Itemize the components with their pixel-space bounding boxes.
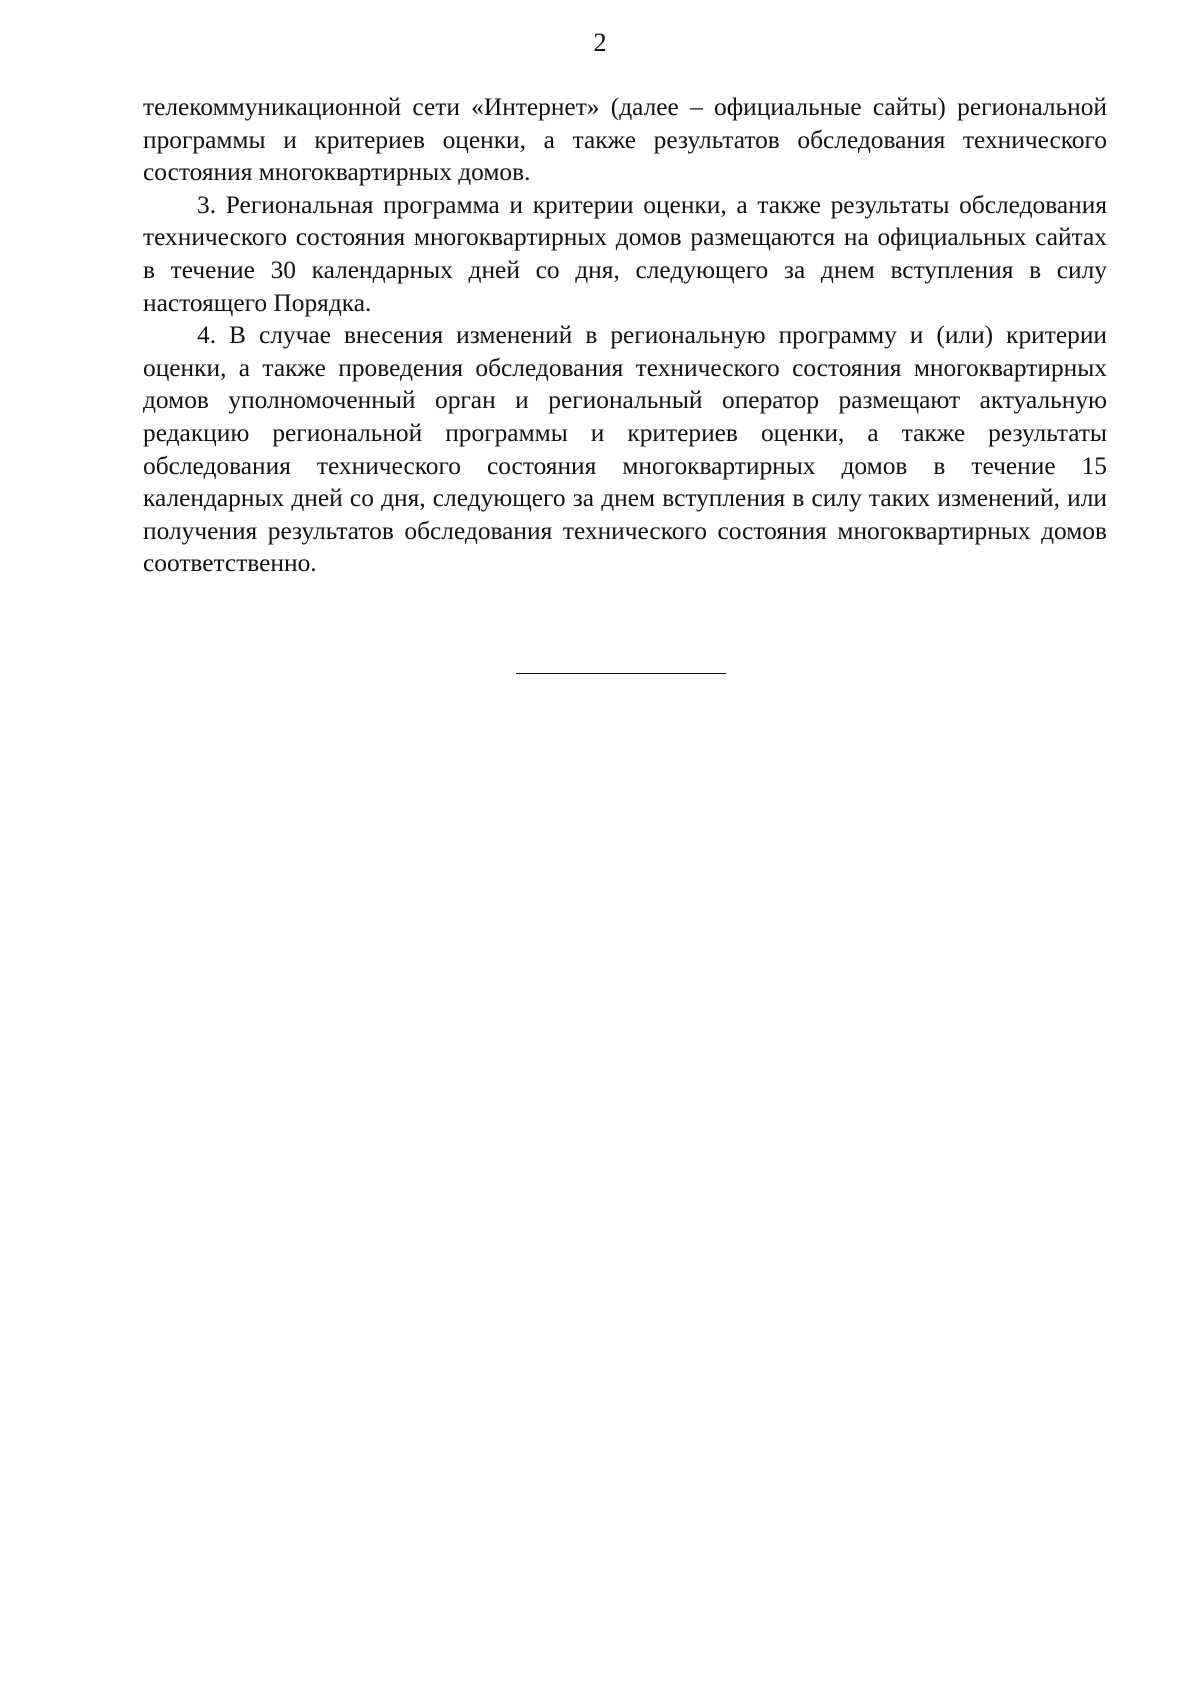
document-body: [143, 91, 1107, 580]
page-number: 2: [593, 28, 607, 57]
paragraph-continuation: телекоммуникационной сети «Интернет» (далее – официальные сайты) региональной программы и критериев оценки, а также результатов обследования технического состояния многоквартирных домов.: [143, 93, 1107, 187]
paragraph-item-3: 3. Региональная программа и критерии оценки, а также результаты обследования технического состояния многоквартирных домов размещаются на официальных сайтах в течение 30 календарных дней со дня, следующего за днем вступления в силу настоящего Порядка.: [143, 190, 1107, 317]
end-of-document-rule: [516, 673, 726, 674]
paragraph-item-4: 4. В случае внесения изменений в региональную программу и (или) критерии оценки, а также проведения обследования технического состояния многоквартирных домов уполномоченный орган и региональный оператор размещают актуальную редакцию региональной программы и критериев оценки, а также результаты обследования технического состояния многоквартирных домов в течение 15 календарных дней со дня, следующего за днем вступления в силу таких изменений, или получения результатов обследования технического состояния многоквартирных домов соответственно.: [143, 321, 1107, 578]
